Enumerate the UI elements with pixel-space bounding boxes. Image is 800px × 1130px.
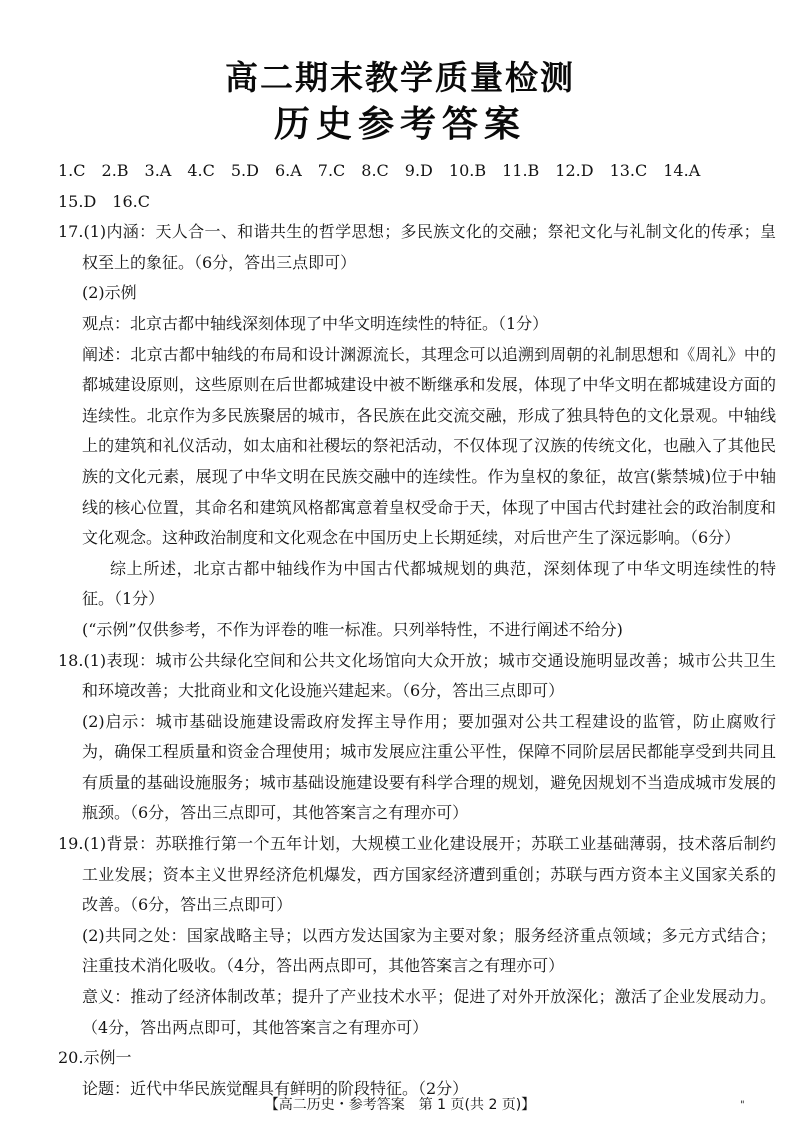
exam-title: 高二期末教学质量检测 bbox=[225, 58, 575, 97]
mc-answers-line-2: 15.D 16.C bbox=[58, 191, 150, 211]
corner-mark: " bbox=[740, 1100, 745, 1111]
mc-answers-line-1: 1.C 2.B 3.A 4.C 5.D 6.A 7.C 8.C 9.D 10.B 11.B 12.D 13.C 14.A bbox=[58, 161, 701, 180]
q18-part2: (2)启示：城市基础设施建设需政府发挥主导作用；要加强对公共工程建设的监管，防止腐败行为，确保工程质量和资金合理使用；城市发展应注重公平性，保障不同阶层居民都能享受到共同且有质量的基础设施服务；城市基础设施建设要有科学合理的规划，避免因规划不当造成城市发展的瓶颈。（6分，答出三点即可，其他答案言之有理亦可） bbox=[82, 711, 776, 823]
q17-elaboration: 阐述：北京古都中轴线的布局和设计渊源流长，其理念可以追溯到周朝的礼制思想和《周礼》中的都城建设原则，这些原则在后世都城建设中被不断继承和发展，体现了中华文明在都城建设方面的连续性。北京作为多民族聚居的城市，各民族在此交流交融，形成了独具特色的文化景观。中轴线上的建筑和礼仪活动，如太庙和社稷坛的祭祀活动，不仅体现了汉族的传统文化，也融入了其他民族的文化元素，展现了中华文明在民族交融中的连续性。作为皇权的象征，故宫(紫禁城)位于中轴线的核心位置，其命名和建筑风格都寓意着皇权受命于天，体现了中国古代封建社会的政治制度和文化观念。这种政治制度和文化观念在中国历史上长期延续，对后世产生了深远影响。（6分） bbox=[82, 344, 776, 548]
q17-conclusion: 综上所述，北京古都中轴线作为中国古代都城规划的典范，深刻体现了中华文明连续性的特征。（1分） bbox=[82, 558, 776, 609]
q17-example-label: (2)示例 bbox=[82, 283, 137, 303]
page-footer: 【高二历史・参考答案 第 1 页(共 2 页)】 bbox=[264, 1097, 536, 1113]
q20-thesis: 论题：近代中华民族觉醒具有鲜明的阶段特征。（2分） bbox=[82, 1078, 469, 1098]
q20-example-label: 20.示例一 bbox=[58, 1048, 132, 1068]
answer-body bbox=[58, 156, 776, 1104]
q19-part1: 19.(1)背景：苏联推行第一个五年计划，大规模工业化建设展开；苏联工业基础薄弱，技术落后制约工业发展；资本主义世界经济危机爆发，西方国家经济遭到重创；苏联与西方资本主义国家关系的改善。（6分，答出三点即可） bbox=[58, 834, 776, 915]
q19-significance: 意义：推动了经济体制改革；提升了产业技术水平；促进了对外开放深化；激活了企业发展动力。（4分，答出两点即可，其他答案言之有理亦可） bbox=[82, 987, 776, 1037]
q17-part1: 17.(1)内涵：天人合一、和谐共生的哲学思想；多民族文化的交融；祭祀文化与礼制文化的传承；皇权至上的象征。（6分，答出三点即可） bbox=[58, 222, 776, 272]
q19-part2: (2)共同之处：国家战略主导；以西方发达国家为主要对象；服务经济重点领域；多元方式结合；注重技术消化吸收。（4分，答出两点即可，其他答案言之有理亦可） bbox=[82, 925, 776, 976]
q17-note: (“示例”仅供参考，不作为评卷的唯一标准。只列举特性，不进行阐述不给分) bbox=[82, 619, 623, 639]
q18-part1: 18.(1)表现：城市公共绿化空间和公共文化场馆向大众开放；城市交通设施明显改善；城市公共卫生和环境改善；大批商业和文化设施兴建起来。（6分，答出三点即可） bbox=[58, 650, 776, 701]
answer-title: 历史参考答案 bbox=[273, 104, 526, 145]
q17-viewpoint: 观点：北京古都中轴线深刻体现了中华文明连续性的特征。（1分） bbox=[82, 313, 549, 333]
